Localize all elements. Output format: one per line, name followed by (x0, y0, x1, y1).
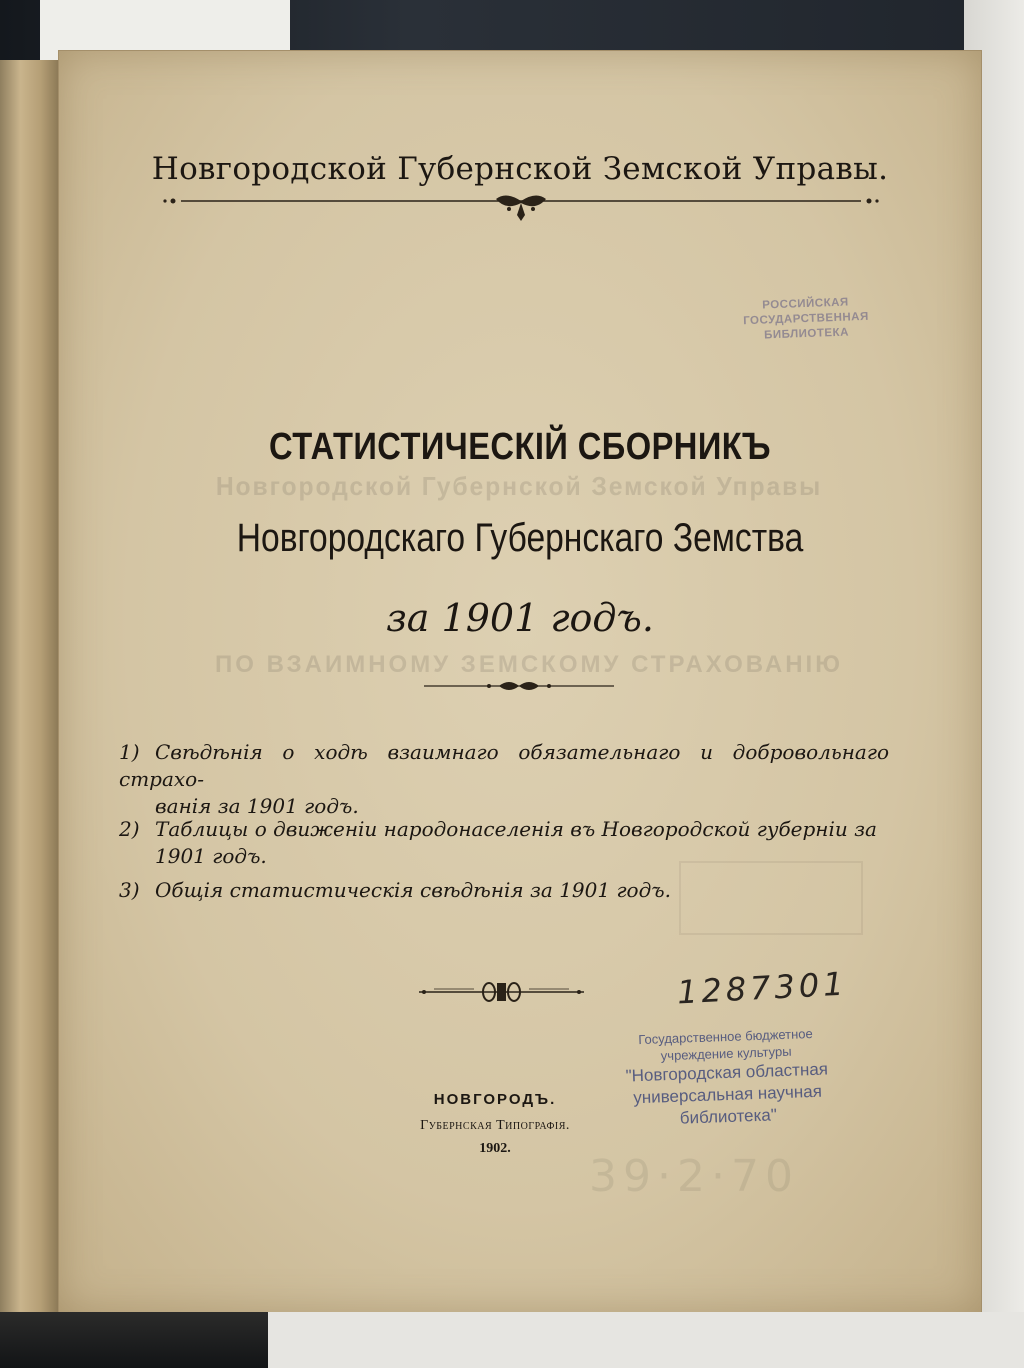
imprint-city-text: НОВГОРОДЪ. (433, 1091, 557, 1108)
imprint-city (59, 1091, 981, 1108)
stamp-library-line3: "Новгородская областная (625, 1059, 829, 1086)
contents-item-text: Общія статистическія свѣдѣнія за 1901 годъ. (155, 878, 671, 902)
regional-library-stamp (610, 1024, 843, 1132)
bleed-through-text-2: ПО ВЗАИМНОМУ ЗЕМСКОМУ СТРАХОВАНІЮ (215, 651, 843, 678)
stamp-library-line4: универсальная научная (632, 1081, 823, 1108)
header-ornament-rule (151, 191, 891, 231)
rsl-library-stamp (730, 294, 881, 344)
left-page-edge (0, 60, 60, 1315)
stamp-library-line2: учреждение культуры (660, 1043, 792, 1064)
imprint-press (59, 1118, 981, 1134)
contents-item-3 (119, 877, 889, 904)
bottom-dark-band (0, 1312, 1024, 1368)
bottom-white-edge (268, 1312, 1024, 1368)
contents-item-number: 3) (119, 878, 140, 902)
imprint-press-text: Губернская Типографія. (420, 1118, 570, 1133)
main-subtitle: Новгородскаго Губернскаго Земства (236, 516, 804, 560)
stamp-rsl-line2: ГОСУДАРСТВЕННАЯ (742, 310, 869, 328)
contents-item-text: Свѣдѣнія о ходѣ взаимнаго обязательнаго и добровольнаго страхо- (119, 740, 889, 791)
contents-item-text-continued: 1901 годъ. (155, 844, 267, 868)
contents-item-2 (119, 816, 889, 870)
title-year-line: за 1901 годъ. (386, 596, 654, 640)
contents-item-number: 2) (119, 817, 140, 841)
contents-item-text-continued: ванія за 1901 годъ. (155, 794, 359, 818)
contents-item-1 (119, 739, 889, 820)
header-title: Новгородской Губернской Земской Управы. (151, 151, 889, 187)
title-page (58, 50, 982, 1314)
stamp-library-line5: библиотека" (679, 1105, 778, 1128)
bottom-ornament-rule (414, 977, 589, 1007)
imprint-year-text: 1902. (479, 1141, 511, 1156)
stamp-rsl-line1: РОССИЙСКАЯ (762, 296, 849, 312)
contents-item-number: 1) (119, 740, 140, 764)
stamp-library-line1: Государственное бюджетное (638, 1025, 813, 1048)
stamp-rsl-line3: БИБЛИОТЕКА (763, 326, 850, 342)
bleed-through-number: 39·2·70 (589, 1151, 799, 1202)
imprint-year (59, 1141, 981, 1157)
handwritten-inventory-number: 1287301 (676, 964, 849, 1012)
main-title: СТАТИСТИЧЕСКІЙ СБОРНИКЪ (269, 426, 771, 468)
year-ornament-rule (419, 676, 619, 696)
contents-item-text: Таблицы о движеніи народонаселенія въ Новгородской губерніи за (155, 817, 877, 841)
bleed-through-text-1: Новгородской Губернской Земской Управы (215, 471, 823, 501)
